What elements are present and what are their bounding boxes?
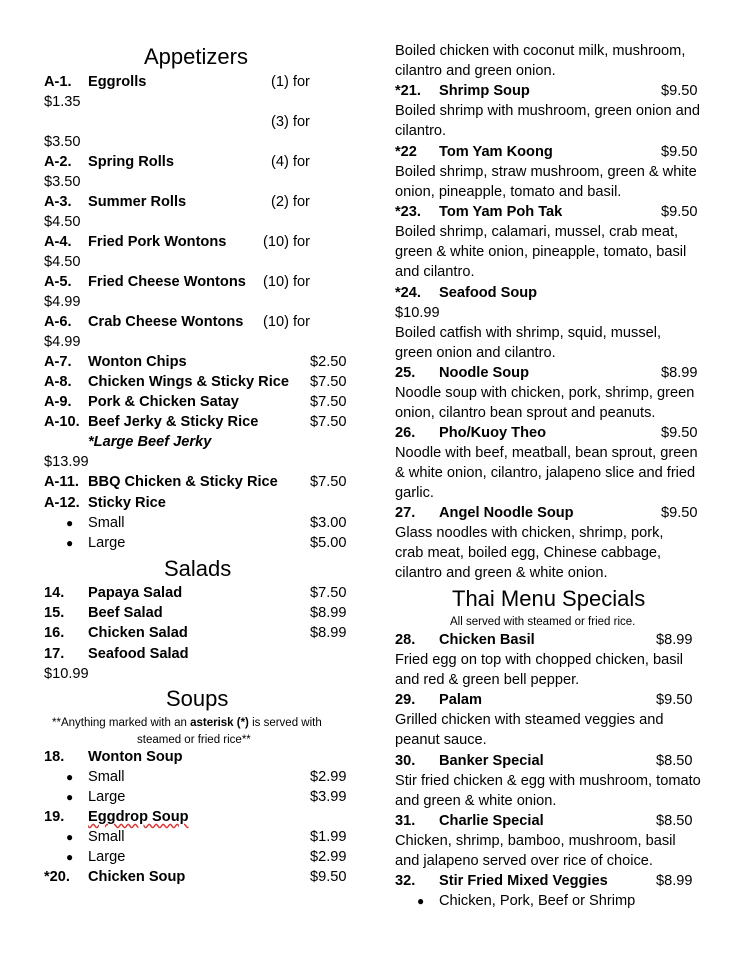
a6-code: A-6.: [44, 314, 72, 330]
s15-code: 15.: [44, 605, 65, 621]
soups-note: [52, 714, 322, 732]
a12-large: Large: [88, 535, 126, 551]
a11-name: BBQ Chicken & Sticky Rice: [88, 474, 278, 490]
s29-code: 29.: [395, 692, 416, 708]
s18-small: Small: [88, 769, 125, 785]
a3-name: Summer Rolls: [88, 194, 187, 210]
s31-price: $8.50: [656, 813, 693, 829]
s22-code: *22: [395, 144, 417, 160]
s25-name: Noodle Soup: [439, 365, 529, 381]
s23-code: *23.: [395, 204, 421, 220]
s29-desc: Grilled chicken with steamed veggies and peanut sauce.: [395, 712, 664, 748]
a1-name: Eggrolls: [88, 74, 147, 90]
a10-price: $7.50: [310, 414, 347, 430]
s14-name: Papaya Salad: [88, 585, 183, 601]
a10-sub: *Large Beef Jerky: [88, 434, 212, 450]
s28-code: 28.: [395, 632, 416, 648]
s27-code: 27.: [395, 505, 416, 521]
soups-note-line2: steamed or fried rice**: [137, 734, 251, 746]
s24-name: Seafood Soup: [439, 285, 538, 301]
s30-name: Banker Special: [439, 753, 544, 769]
a2-code: A-2.: [44, 154, 72, 170]
s26-desc: Noodle with beef, meatball, bean sprout, green & white onion, cilantro, jalapeno slice and fried garlic.: [395, 445, 698, 501]
a5-qty: (10) for: [263, 274, 311, 290]
a5-price: $4.99: [44, 294, 81, 310]
bullet-icon: ●: [66, 850, 74, 864]
s30-code: 30.: [395, 753, 416, 769]
a11-price: $7.50: [310, 474, 347, 490]
s30-price: $8.50: [656, 753, 693, 769]
a5-name: Fried Cheese Wontons: [88, 274, 246, 290]
s19-large-price: $2.99: [310, 849, 347, 865]
s31-code: 31.: [395, 813, 416, 829]
s25-desc: Noodle soup with chicken, pork, shrimp, green onion, cilantro bean sprout and peanuts.: [395, 385, 695, 421]
s22-price: $9.50: [661, 144, 698, 160]
s26-code: 26.: [395, 425, 416, 441]
a1-price1: $1.35: [44, 94, 81, 110]
s27-desc: Glass noodles with chicken, shrimp, pork, crab meat, boiled egg, Chinese cabbage, cilantro and green & white onion.: [395, 525, 664, 581]
soups-note-part: **Anything marked with an: [52, 717, 191, 729]
s18-large: Large: [88, 789, 126, 805]
a9-price: $7.50: [310, 394, 347, 410]
bullet-icon: ●: [66, 516, 74, 530]
s17-name: Seafood Salad: [88, 646, 189, 662]
s27-name: Angel Noodle Soup: [439, 505, 574, 521]
s18-small-price: $2.99: [310, 769, 347, 785]
a7-price: $2.50: [310, 354, 347, 370]
a10-sub-price: $13.99: [44, 454, 89, 470]
soups-note-part: is served with: [248, 717, 322, 729]
specials-title: Thai Menu Specials: [452, 586, 646, 611]
appetizers-title: Appetizers: [144, 44, 248, 69]
s19-large: Large: [88, 849, 126, 865]
a2-name: Spring Rolls: [88, 154, 174, 170]
a12-large-price: $5.00: [310, 535, 347, 551]
a4-code: A-4.: [44, 234, 72, 250]
soups-title: Soups: [166, 686, 229, 711]
s15-name: Beef Salad: [88, 605, 163, 621]
s22-desc: Boiled shrimp, straw mushroom, green & white onion, pineapple, tomato and basil.: [395, 164, 697, 200]
a12-name: Sticky Rice: [88, 495, 166, 511]
a12-code: A-12.: [44, 495, 80, 511]
a4-price: $4.50: [44, 254, 81, 270]
s29-name: Palam: [439, 692, 482, 708]
a3-price: $4.50: [44, 214, 81, 230]
s21-desc: Boiled shrimp with mushroom, green onion and cilantro.: [395, 103, 701, 139]
s32-name: Stir Fried Mixed Veggies: [439, 873, 608, 889]
s32-price: $8.99: [656, 873, 693, 889]
s25-price: $8.99: [661, 365, 698, 381]
bullet-icon: ●: [66, 830, 74, 844]
s25-code: 25.: [395, 365, 416, 381]
s23-name: Tom Yam Poh Tak: [439, 204, 563, 220]
s21-name: Shrimp Soup: [439, 83, 530, 99]
a8-code: A-8.: [44, 374, 72, 390]
bullet-icon: ●: [66, 790, 74, 804]
bullet-icon: ●: [417, 894, 425, 908]
s21-code: *21.: [395, 83, 421, 99]
a1-code: A-1.: [44, 74, 72, 90]
a4-name: Fried Pork Wontons: [88, 234, 227, 250]
a9-name: Pork & Chicken Satay: [88, 394, 239, 410]
s31-desc: Chicken, shrimp, bamboo, mushroom, basil and jalapeno served over rice of choice.: [395, 833, 676, 869]
a5-code: A-5.: [44, 274, 72, 290]
s19-small: Small: [88, 829, 125, 845]
bullet-icon: ●: [66, 770, 74, 784]
s14-code: 14.: [44, 585, 65, 601]
s14-price: $7.50: [310, 585, 347, 601]
a12-small: Small: [88, 515, 125, 531]
a4-qty: (10) for: [263, 234, 311, 250]
soups-note-asterisk: asterisk (*): [190, 717, 249, 729]
a6-qty: (10) for: [263, 314, 311, 330]
s19-name: Eggdrop Soup: [88, 809, 189, 825]
s30-desc: Stir fried chicken & egg with mushroom, tomato and green & white onion.: [395, 773, 701, 809]
s27-price: $9.50: [661, 505, 698, 521]
s19-code: 19.: [44, 809, 65, 825]
a2-price: $3.50: [44, 174, 81, 190]
s26-name: Pho/Kuoy Theo: [439, 425, 547, 441]
s20-price: $9.50: [310, 869, 347, 885]
s26-price: $9.50: [661, 425, 698, 441]
a9-code: A-9.: [44, 394, 72, 410]
a6-name: Crab Cheese Wontons: [88, 314, 244, 330]
s18-name: Wonton Soup: [88, 749, 183, 765]
s17-price: $10.99: [44, 666, 89, 682]
bullet-icon: ●: [66, 536, 74, 550]
salads-title: Salads: [164, 556, 232, 581]
a10-code: A-10.: [44, 414, 80, 430]
s16-name: Chicken Salad: [88, 625, 188, 641]
s19-small-price: $1.99: [310, 829, 347, 845]
s16-code: 16.: [44, 625, 65, 641]
a12-small-price: $3.00: [310, 515, 347, 531]
s24-price: $10.99: [395, 305, 440, 321]
a3-qty: (2) for: [271, 194, 310, 210]
s31-name: Charlie Special: [439, 813, 544, 829]
s23-price: $9.50: [661, 204, 698, 220]
s23-desc: Boiled shrimp, calamari, mussel, crab meat, green & white onion, pineapple, tomato, basil and cilantro.: [395, 224, 687, 280]
s20-name: Chicken Soup: [88, 869, 186, 885]
s29-price: $9.50: [656, 692, 693, 708]
s21-price: $9.50: [661, 83, 698, 99]
a10-name: Beef Jerky & Sticky Rice: [88, 414, 259, 430]
s28-desc: Fried egg on top with chopped chicken, basil and red & green bell pepper.: [395, 652, 683, 688]
a11-code: A-11.: [44, 474, 79, 490]
s24-desc: Boiled catfish with shrimp, squid, mussel, green onion and cilantro.: [395, 325, 662, 361]
a1-qty1: (1) for: [271, 74, 310, 90]
a2-qty: (4) for: [271, 154, 310, 170]
s18-code: 18.: [44, 749, 65, 765]
a8-name: Chicken Wings & Sticky Rice: [88, 374, 289, 390]
specials-note: All served with steamed or fried rice.: [450, 616, 636, 628]
s17-code: 17.: [44, 646, 65, 662]
s32-code: 32.: [395, 873, 416, 889]
s28-price: $8.99: [656, 632, 693, 648]
a7-code: A-7.: [44, 354, 72, 370]
s16-price: $8.99: [310, 625, 347, 641]
s18-large-price: $3.99: [310, 789, 347, 805]
a6-price: $4.99: [44, 334, 81, 350]
s28-name: Chicken Basil: [439, 632, 535, 648]
s20-code: *20.: [44, 869, 70, 885]
s22-name: Tom Yam Koong: [439, 144, 553, 160]
a3-code: A-3.: [44, 194, 72, 210]
s15-price: $8.99: [310, 605, 347, 621]
s32-option: Chicken, Pork, Beef or Shrimp: [439, 893, 636, 909]
s24-code: *24.: [395, 285, 421, 301]
s20-desc: Boiled chicken with coconut milk, mushroom, cilantro and green onion.: [395, 43, 686, 79]
a1-price2: $3.50: [44, 134, 81, 150]
a7-name: Wonton Chips: [88, 354, 187, 370]
a8-price: $7.50: [310, 374, 347, 390]
a1-qty2: (3) for: [271, 114, 310, 130]
